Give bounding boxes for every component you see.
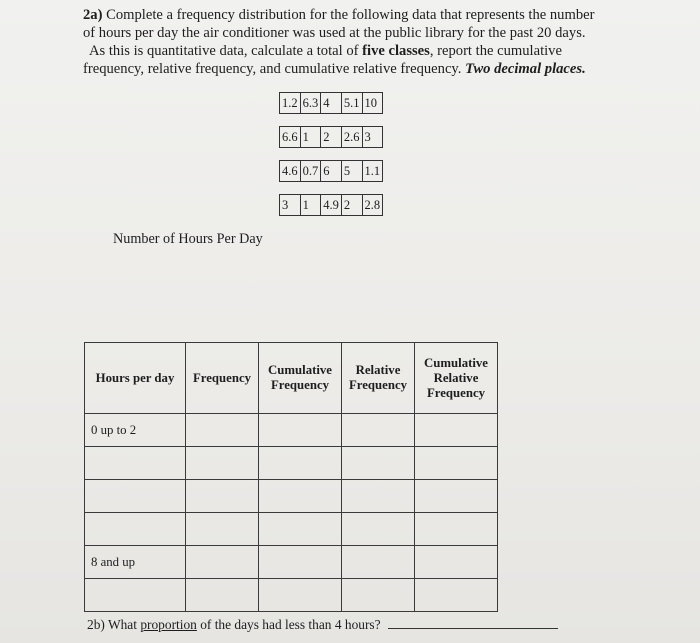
data-cell: 1 — [300, 127, 321, 148]
data-cell: 0.7 — [300, 161, 321, 182]
header-cumulative-relative-frequency: Cumulative Relative Frequency — [415, 343, 498, 414]
answer-cell[interactable] — [259, 414, 342, 447]
answer-cell[interactable] — [259, 546, 342, 579]
problem-text-1: Complete a frequency distribution for the following data that represents the number — [106, 7, 595, 23]
answer-blank[interactable] — [388, 617, 558, 629]
table-row — [85, 414, 498, 447]
answer-cell[interactable] — [415, 414, 498, 447]
data-cell: 5 — [341, 161, 362, 182]
answer-cell[interactable] — [259, 513, 342, 546]
answer-cell[interactable] — [342, 480, 415, 513]
answer-cell[interactable] — [415, 579, 498, 612]
data-cell: 1 — [300, 195, 321, 216]
answer-cell[interactable] — [342, 447, 415, 480]
table-row — [85, 480, 498, 513]
data-row — [280, 161, 383, 182]
answer-cell[interactable] — [415, 546, 498, 579]
data-cell: 2.8 — [362, 195, 383, 216]
answer-cell[interactable] — [342, 546, 415, 579]
table-row — [85, 513, 498, 546]
data-cell: 5.1 — [341, 93, 362, 114]
data-cell: 4.6 — [280, 161, 301, 182]
problem-text-3a: As this is quantitative data, calculate a total of — [89, 43, 363, 59]
answer-cell[interactable] — [415, 513, 498, 546]
class-cell[interactable] — [85, 480, 186, 513]
data-cell: 2 — [321, 127, 342, 148]
answer-cell[interactable] — [342, 414, 415, 447]
data-cell: 1.1 — [362, 161, 383, 182]
data-row — [280, 127, 383, 148]
problem-label: 2a) — [83, 7, 103, 23]
problem-line-4 — [83, 60, 673, 78]
data-cell: 6.3 — [300, 93, 321, 114]
answer-cell[interactable] — [259, 480, 342, 513]
problem-line-2 — [83, 24, 673, 42]
header-cumulative-frequency: Cumulative Frequency — [259, 343, 342, 414]
problem-text-4: frequency, relative frequency, and cumulative relative frequency. — [83, 61, 466, 77]
data-cell: 10 — [362, 93, 383, 114]
problem-statement — [83, 6, 673, 78]
decimal-places-emphasis: Two decimal places. — [465, 61, 586, 77]
problem-text-3b: , report the cumulative — [429, 43, 562, 59]
table-row — [85, 579, 498, 612]
five-classes-emphasis: five classes — [362, 43, 430, 59]
problem-line-3 — [83, 42, 673, 60]
header-frequency: Frequency — [186, 343, 259, 414]
question-text-post: of the days had less than 4 hours? — [196, 617, 381, 632]
answer-cell[interactable] — [415, 480, 498, 513]
answer-cell[interactable] — [342, 513, 415, 546]
data-cell: 3 — [280, 195, 301, 216]
header-hours-per-day: Hours per day — [85, 343, 186, 414]
data-cell: 1.2 — [280, 93, 301, 114]
answer-cell[interactable] — [186, 414, 259, 447]
answer-cell[interactable] — [186, 513, 259, 546]
answer-cell[interactable] — [342, 579, 415, 612]
problem-line-1 — [83, 6, 673, 24]
class-cell: 8 and up — [85, 546, 186, 579]
data-cell: 4 — [321, 93, 342, 114]
class-cell[interactable] — [85, 579, 186, 612]
table-row — [85, 546, 498, 579]
frequency-distribution-table — [84, 342, 498, 612]
header-relative-frequency: Relative Frequency — [342, 343, 415, 414]
data-cell: 4.9 — [321, 195, 342, 216]
table-row — [85, 447, 498, 480]
problem-text-2: of hours per day the air conditioner was used at the public library for the past 20 days. — [83, 25, 586, 41]
class-cell[interactable] — [85, 447, 186, 480]
data-values-grid — [279, 92, 383, 216]
table-header-row — [85, 343, 498, 414]
question-2b — [87, 617, 558, 633]
data-row — [280, 93, 383, 114]
answer-cell[interactable] — [415, 447, 498, 480]
data-grid-label: Number of Hours Per Day — [113, 231, 263, 247]
data-row — [280, 195, 383, 216]
proportion-underlined: proportion — [140, 617, 197, 632]
question-label: 2b) — [87, 617, 105, 632]
data-cell: 2 — [341, 195, 362, 216]
class-cell[interactable] — [85, 513, 186, 546]
data-cell: 2.6 — [341, 127, 362, 148]
answer-cell[interactable] — [186, 546, 259, 579]
class-cell: 0 up to 2 — [85, 414, 186, 447]
answer-cell[interactable] — [186, 480, 259, 513]
question-text-pre: What — [107, 617, 141, 632]
answer-cell[interactable] — [186, 579, 259, 612]
answer-cell[interactable] — [186, 447, 259, 480]
answer-cell[interactable] — [259, 579, 342, 612]
data-cell: 6 — [321, 161, 342, 182]
answer-cell[interactable] — [259, 447, 342, 480]
data-cell: 6.6 — [280, 127, 301, 148]
data-cell: 3 — [362, 127, 383, 148]
